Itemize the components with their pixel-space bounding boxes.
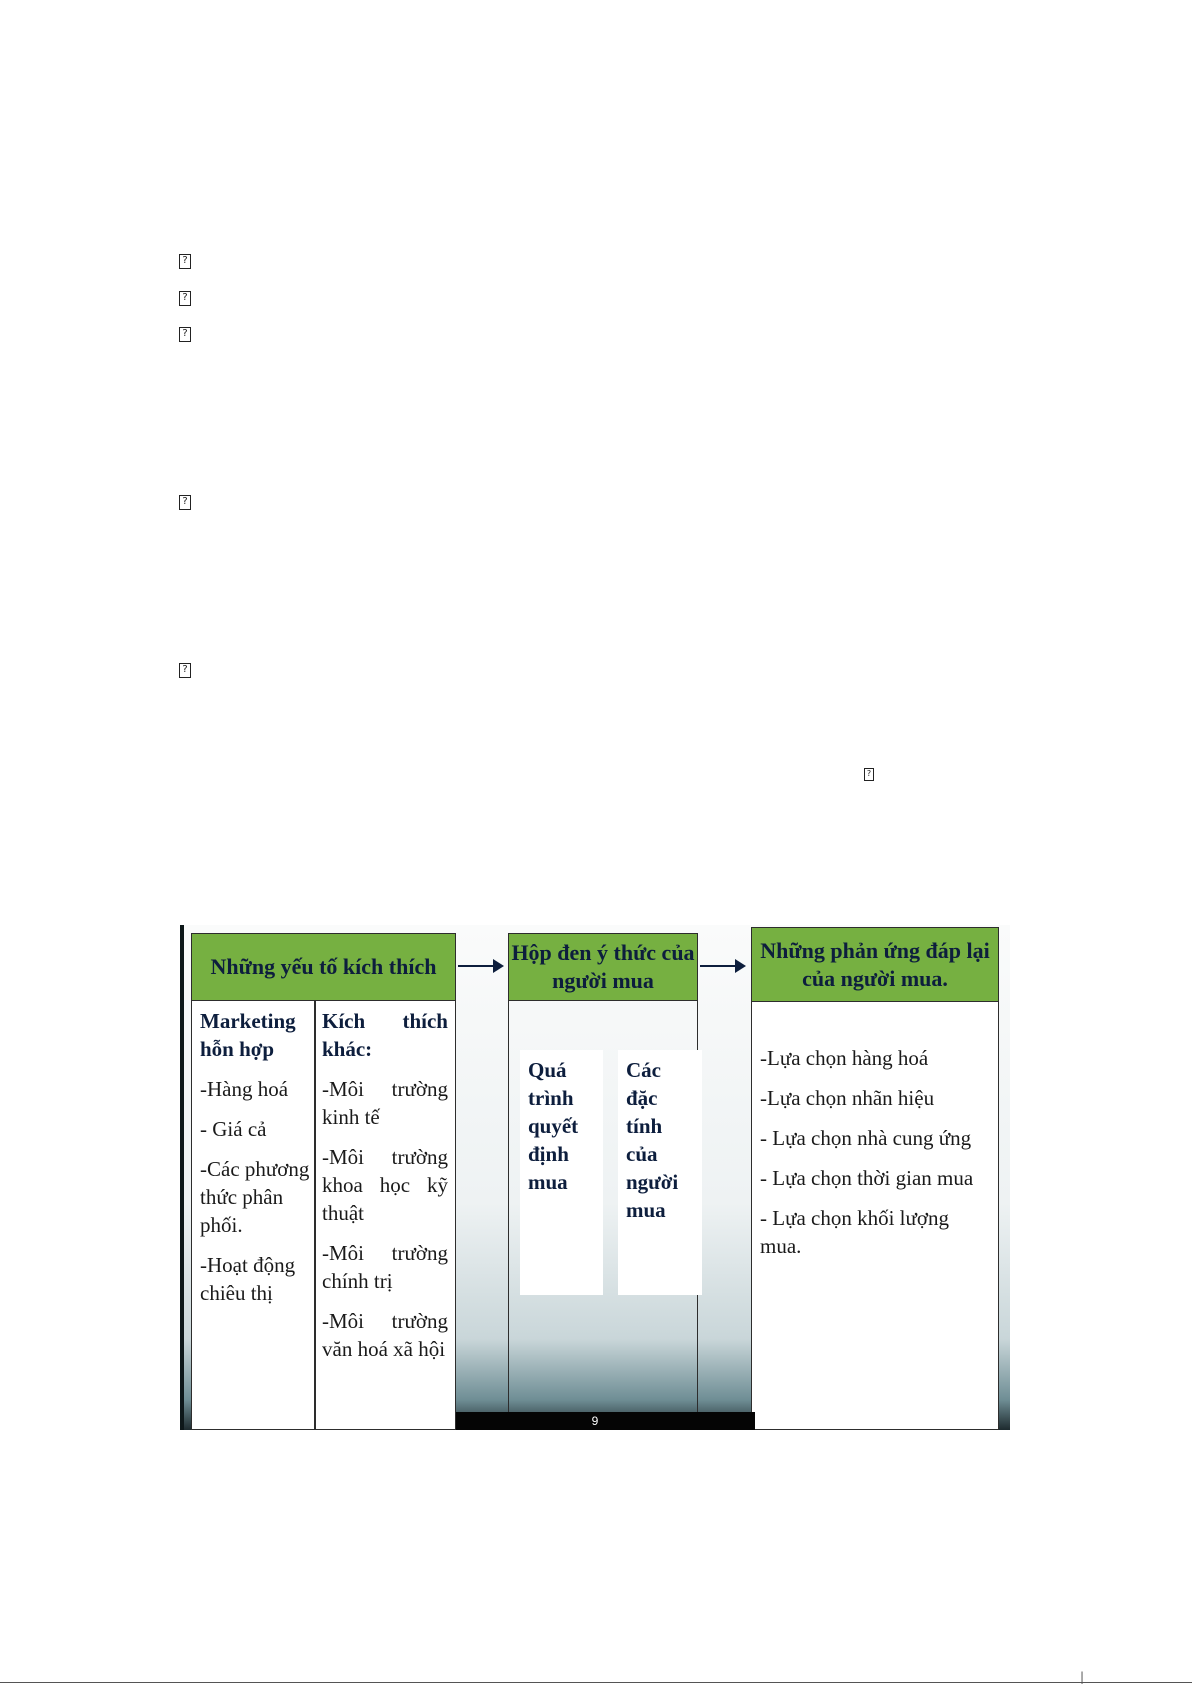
response-item: - Lựa chọn thời gian mua [760,1166,974,1190]
response-item: - Lựa chọn khối lượng mua. [760,1206,949,1258]
response-item: -Lựa chọn hàng hoá [760,1046,929,1070]
responses-list [760,1044,988,1272]
missing-glyph-icon: ? [179,291,191,306]
response-item: -Lựa chọn nhãn hiệu [760,1086,935,1110]
other-stimuli-item: -Môi trường kinh tế [322,1077,448,1129]
marketing-item: -Hoạt động chiêu thị [200,1253,296,1305]
other-stimuli-item: -Môi trường khoa học kỹ thuật [322,1145,448,1225]
stimuli-panel [191,1000,456,1430]
missing-glyph-icon: ? [179,663,191,678]
marketing-mix-heading: Marketing hỗn hợp [200,1009,296,1061]
slide-left-stripe [180,925,184,1430]
stimuli-header [191,933,456,1001]
marketing-item: -Hàng hoá [200,1077,289,1101]
buyer-traits-label: Các đặc tính của người mua [626,1058,679,1222]
marketing-mix-column [200,1007,320,1319]
missing-glyph-icon: ? [179,495,191,510]
slide-page-number: 9 [591,1414,599,1428]
other-stimuli-item: -Môi trường văn hoá xã hội [322,1309,448,1361]
other-stimuli-heading: Kích thích khác: [322,1009,448,1061]
marketing-item: - Giá cả [200,1117,267,1141]
responses-header [751,927,999,1002]
black-box-header [508,933,698,1001]
decision-process-box [520,1050,603,1295]
buyer-traits-box [618,1050,702,1295]
decision-process-label: Quá trình quyết định mua [528,1058,579,1194]
marketing-item: -Các phương thức phân phối. [200,1157,310,1237]
black-box-title: Hộp đen ý thức của người mua [511,940,695,993]
other-stimuli-item: -Môi trường chính trị [322,1241,448,1293]
page-bottom-rule [0,1682,1192,1683]
arrow-right-icon [700,965,744,967]
arrow-right-icon [458,965,502,967]
other-stimuli-column [322,1007,448,1375]
responses-panel [751,1001,999,1430]
buyer-behavior-slide [180,925,1010,1430]
responses-title: Những phản ứng đáp lại của người mua. [760,937,990,991]
missing-glyph-icon: ? [179,327,191,342]
missing-glyph-icon: ? [864,768,874,781]
response-item: - Lựa chọn nhà cung ứng [760,1126,972,1150]
missing-glyph-icon: ? [179,254,191,269]
stimuli-title: Những yếu tố kích thích [210,954,437,979]
page-edge-marker: | [1080,1670,1085,1684]
